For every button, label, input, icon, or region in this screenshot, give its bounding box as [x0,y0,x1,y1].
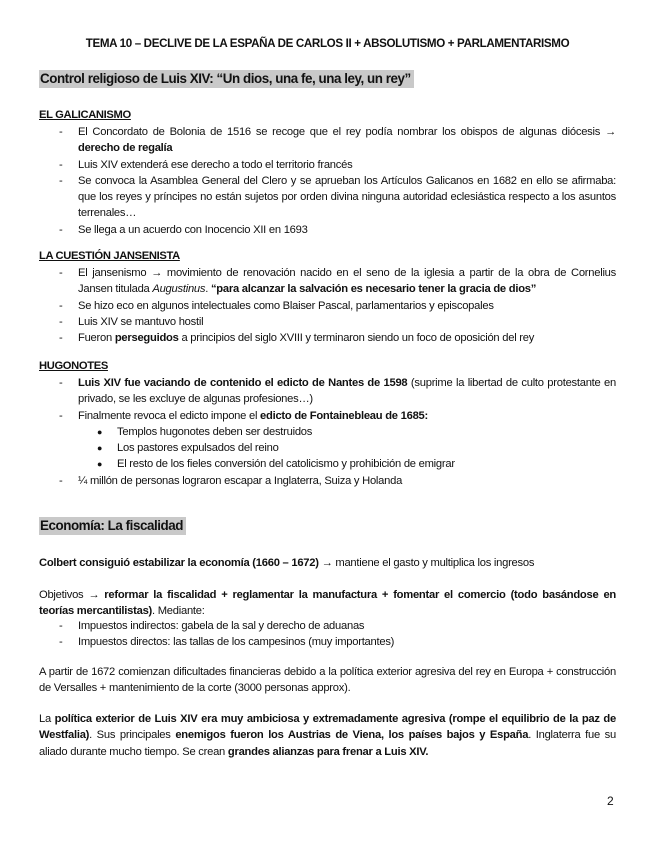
section-heading-economy: Economía: La fiscalidad [39,517,186,535]
sub-list-item: ● Templos hugonotes deben ser destruidos [97,425,313,438]
list-item: - Luis XIV fue vaciando de contenido el edicto de Nantes de 1598 (suprime la libertad de culto protestante en privado, se les excluye de algunas profesiones…) [59,377,616,406]
subheading-hugonotes: HUGONOTES [39,360,108,372]
list-item: - El Concordato de Bolonia de 1516 se recoge que el rey podía nombrar los obispos de algunas diócesis → derecho de regalía [59,126,616,155]
list-item: - Impuestos directos: las tallas de los campesinos (muy importantes) [59,636,395,649]
section-heading-religious-control: Control religioso de Luis XIV: “Un dios, una fe, una ley, un rey” [39,70,414,88]
list-item: - El jansenismo → movimiento de renovación nacido en el seno de la iglesia a partir de la obra de Cornelius Jansen titulada Augustinus. “para alcanzar la salvación es necesario tener la gracia de dios” [59,267,616,296]
list-item: - Luis XIV se mantuvo hostil [59,315,204,328]
objectives-paragraph: Objetivos → reformar la fiscalidad + reglamentar la manufactura + fomentar el comercio (todo basándose en teorías mercantilistas). Mediante: [39,589,616,618]
list-item: - Se llega a un acuerdo con Inocencio XII en 1693 [59,223,308,236]
colbert-paragraph: Colbert consiguió estabilizar la economía (1660 – 1672) → mantiene el gasto y multiplica los ingresos [39,557,535,569]
hugonotes-list [39,375,616,489]
page-number: 2 [607,794,614,808]
sub-list-item: ● Los pastores expulsados del reino [97,442,279,455]
list-item: - ¼ millón de personas lograron escapar a Inglaterra, Suiza y Holanda [59,474,403,487]
subheading-jansenista: LA CUESTIÓN JANSENISTA [39,250,180,262]
financial-difficulties-paragraph: A partir de 1672 comienzan dificultades financieras debido a la política exterior agresiva del rey en Europa + construcción de Versalles + mantenimiento de la corte (3000 personas approx). [39,666,616,695]
list-item: - Se hizo eco en algunos intelectuales como Blaiser Pascal, parlamentarios y episcopales [59,299,494,312]
jansenista-list [39,265,616,346]
subheading-galicanismo: EL GALICANISMO [39,109,131,121]
galicanismo-list [39,124,616,238]
list-item: - Impuestos indirectos: gabela de la sal y derecho de aduanas [59,620,365,632]
taxes-list [39,618,616,651]
foreign-policy-paragraph: La política exterior de Luis XIV era muy ambiciosa y extremadamente agresiva (rompe el equilibrio de la paz de Westfalia). Sus principales enemigos fueron los Austrias de Viena, los países bajos y España. Inglaterra fue su aliado durante mucho tiempo. Se crean grandes alianzas para frenar a Luis XIV. [39,713,616,758]
list-item: - Finalmente revoca el edicto impone el edicto de Fontainebleau de 1685: [59,409,428,422]
sub-list-item: ● El resto de los fieles conversión del catolicismo y prohibición de emigrar [97,458,455,471]
list-item: - Luis XIV extenderá ese derecho a todo el territorio francés [59,158,353,171]
list-item: - Se convoca la Asamblea General del Clero y se aprueban los Artículos Galicanos en 1682 en ello se afirmaba: que los reyes y príncipes no están sujetos por orden divina ninguna autoridad eclesiástica respecto a los asuntos terrenales… [59,174,616,220]
list-item: - Fueron perseguidos a principios del siglo XVIII y terminaron siendo un foco de oposición del rey [59,332,535,345]
document-title: TEMA 10 – DECLIVE DE LA ESPAÑA DE CARLOS II + ABSOLUTISMO + PARLAMENTARISMO [85,37,570,50]
